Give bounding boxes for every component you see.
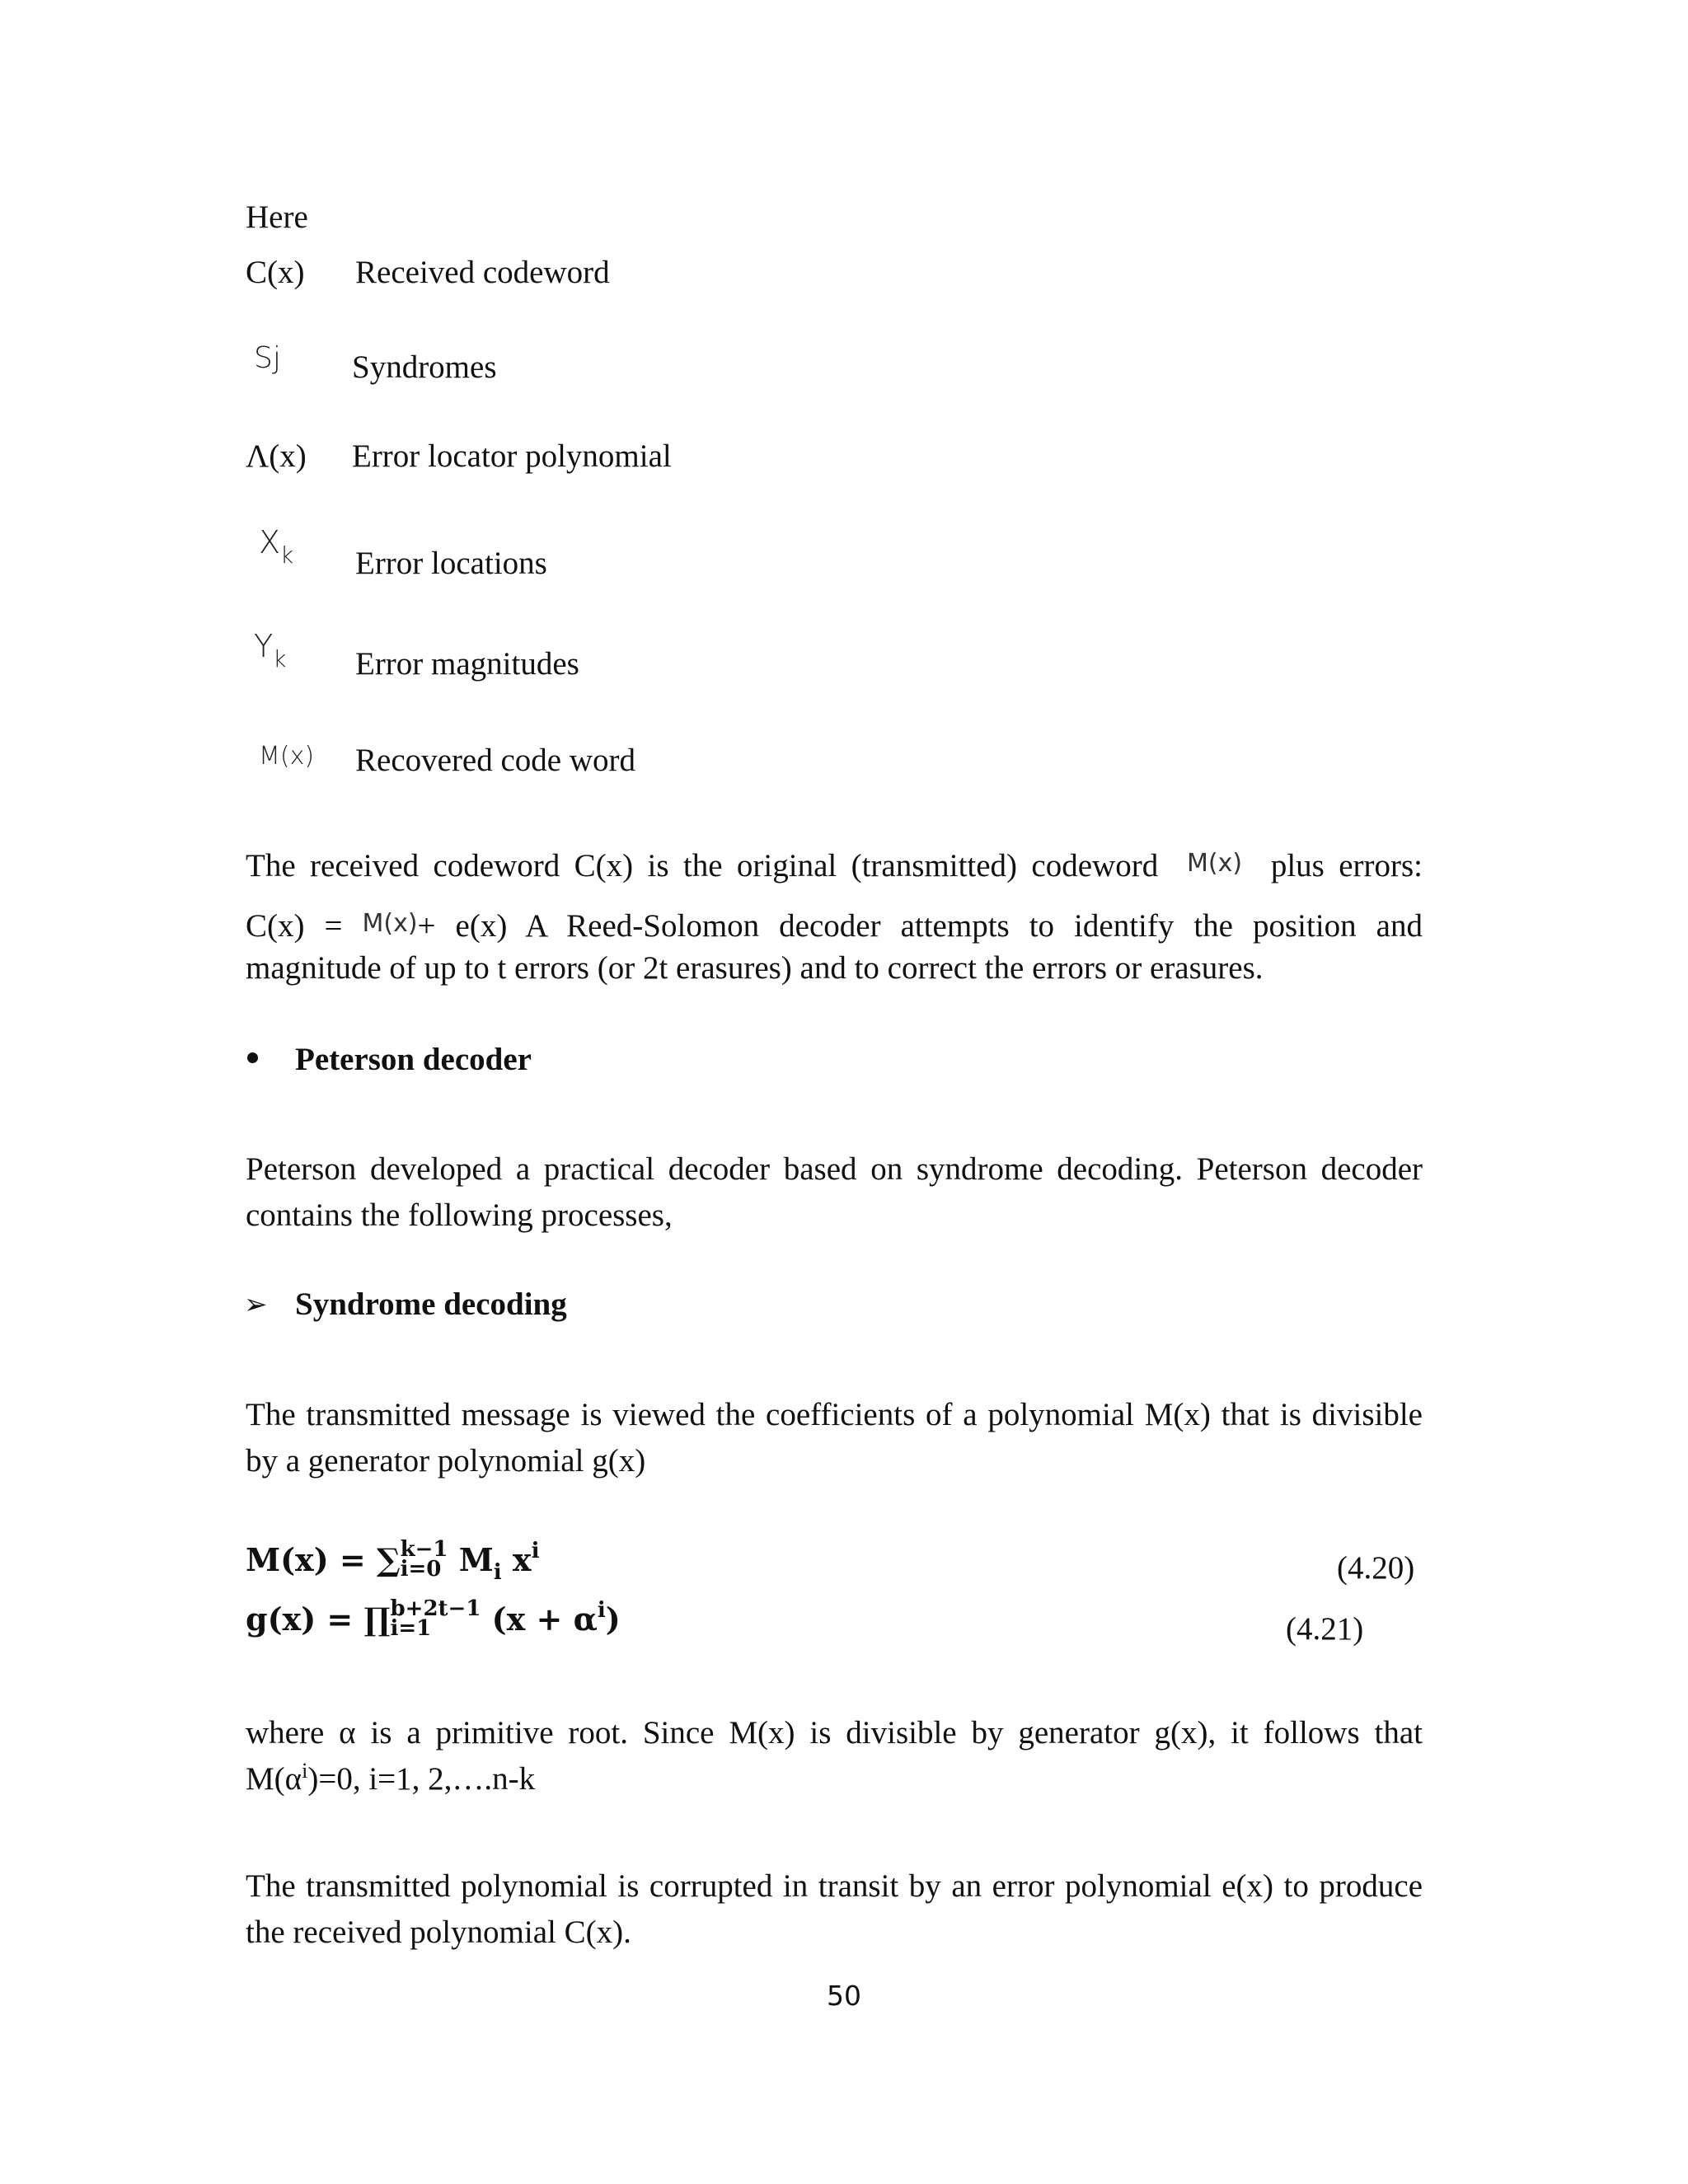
paragraph-peterson-line2: contains the following processes, — [246, 1197, 673, 1233]
equation-4-21: g(x) = ∏ b+2t−1 i=1 $(x + \alpha^i)$ — [246, 1596, 621, 1641]
bullet-dot-icon — [247, 1052, 258, 1063]
def-text-syndromes: Syndromes — [352, 349, 497, 385]
paragraph-corrupted-line2: the received polynomial C(x). — [246, 1915, 631, 1950]
def-symbol-lambda: Λ(x) — [246, 438, 307, 474]
section-heading-peterson-decoder: Peterson decoder — [295, 1042, 532, 1077]
page-number: 50 — [827, 1980, 861, 2012]
def-text-error-locator: Error locator polynomial — [352, 438, 672, 474]
def-text-error-locations: Error locations — [355, 546, 547, 581]
def-text-recovered-code-word: Recovered code word — [355, 743, 636, 778]
def-text-received-codeword: Received codeword — [355, 255, 610, 290]
paragraph-peterson: Peterson developed a practical decoder based on syndrome decoding. Peterson decoder — [246, 1151, 1423, 1187]
paragraph-received-codeword: The received codeword C(x) is the original (transmitted) codeword M(x) plus errors: C(x) = M(x)+ e(x) A Reed-Solomon decoder attempts to identify the position and — [246, 848, 1423, 944]
paragraph-received-codeword-line3: magnitude of up to t errors (or 2t erasures) and to correct the errors or erasures. — [246, 950, 1264, 986]
paragraph-primitive-root-line2: $M(\alpha^i)=0$, i=1, 2,….n-k — [246, 1759, 536, 1797]
def-symbol-cx: C(x) — [246, 255, 305, 290]
def-symbol-xk: $X_k$ — [259, 524, 294, 569]
def-text-error-magnitudes: Error magnitudes — [355, 646, 579, 682]
equation-number-4-21: (4.21) — [1286, 1611, 1364, 1647]
section-heading-syndrome-decoding: Syndrome decoding — [295, 1286, 567, 1322]
paragraph-transmitted-message-line2: by a generator polynomial g(x) — [246, 1443, 646, 1479]
intro-text: Here — [246, 199, 308, 235]
paragraph-transmitted-message: The transmitted message is viewed the coefficients of a polynomial M(x) that is divisible — [246, 1397, 1423, 1432]
equation-number-4-20: (4.20) — [1337, 1550, 1415, 1586]
paragraph-primitive-root: where α is a primitive root. Since M(x) is divisible by generator g(x), it follows that — [246, 1715, 1423, 1750]
def-symbol-mx: M(x) — [259, 742, 315, 771]
paragraph-corrupted: The transmitted polynomial is corrupted in transit by an error polynomial e(x) to produce — [246, 1868, 1423, 1904]
arrow-bullet-icon: ➢ — [244, 1288, 268, 1321]
def-symbol-yk: $Y_k$ — [254, 628, 287, 673]
equation-4-20: M(x) = ∑ k−1 i=0 $M_i$ $x^i$ — [246, 1537, 540, 1585]
def-symbol-sj: Sj — [254, 341, 281, 375]
